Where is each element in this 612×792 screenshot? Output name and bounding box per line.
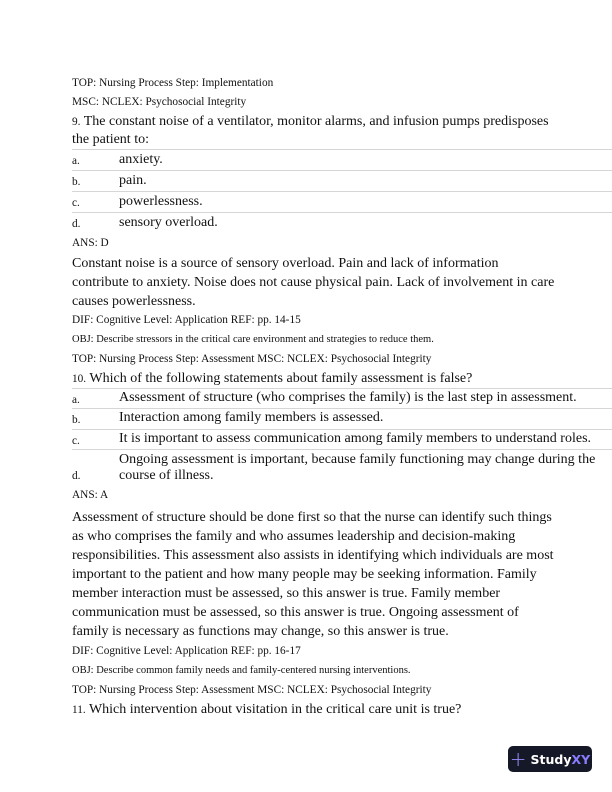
option-text: Interaction among family members is assessed.	[119, 410, 384, 425]
objective-line: OBJ: Describe common family needs and family-centered nursing interventions.	[72, 665, 411, 676]
question-11-stem	[72, 702, 461, 718]
rationale-line: member interaction must be assessed, so this answer is true. Family member	[72, 586, 501, 601]
question-text: Which of the following statements about family assessment is false?	[86, 371, 473, 386]
divider	[72, 170, 612, 171]
option-text: Ongoing assessment is important, because family functioning may change during the course of	[119, 452, 596, 483]
option-letter: a.	[72, 155, 80, 167]
option-text: anxiety.	[119, 152, 163, 167]
difficulty-line: DIF: Cognitive Level: Application REF: pp. 16-17	[72, 645, 301, 657]
divider	[72, 429, 612, 430]
rationale-line: contribute to anxiety. Noise does not cause physical pain. Lack of involvement in care	[72, 275, 555, 290]
answer-label: ANS: A	[72, 489, 109, 501]
option-letter: d.	[72, 218, 81, 230]
option-letter: d.	[72, 470, 81, 482]
question-9-stem	[72, 114, 549, 130]
question-number: 11.	[72, 704, 86, 716]
topic-line: TOP: Nursing Process Step: Assessment MSC: NCLEX: Psychosocial Integrity	[72, 353, 432, 365]
rationale-line: Assessment of structure should be done first so that the nurse can identify such things	[72, 510, 552, 525]
question-9-stem-cont: the patient to:	[72, 132, 149, 147]
option-letter: c.	[72, 197, 80, 209]
plus-icon: +	[509, 747, 527, 771]
rationale-line: responsibilities. This assessment also assists in identifying which individuals are most	[72, 548, 554, 563]
msc-line: MSC: NCLEX: Psychosocial Integrity	[72, 96, 247, 108]
option-letter: b.	[72, 176, 81, 188]
option-letter: b.	[72, 414, 81, 426]
question-10-stem	[72, 371, 472, 387]
divider	[72, 449, 612, 450]
option-text: pain.	[119, 173, 147, 188]
rationale-line: communication must be assessed, so this answer is true. Ongoing assessment of	[72, 605, 519, 620]
question-text: The constant noise of a ventilator, monitor alarms, and infusion pumps predisposes	[80, 114, 549, 129]
difficulty-line: DIF: Cognitive Level: Application REF: pp. 14-15	[72, 314, 301, 326]
divider	[72, 388, 612, 389]
option-text: It is important to assess communication among family members to understand roles.	[119, 431, 592, 446]
brand-logo: StudyXY	[530, 751, 591, 767]
option-text: sensory overload.	[119, 215, 218, 230]
rationale-line: family is necessary as functions may change, so this answer is true.	[72, 624, 449, 639]
topic-line: TOP: Nursing Process Step: Implementation	[72, 77, 274, 89]
question-number: 10.	[72, 373, 87, 385]
rationale-line: important to the patient and how many people may be seeking information. Family	[72, 567, 537, 582]
option-text-cont: illness.	[174, 468, 214, 483]
rationale-line: as who comprises the family and who assumes leadership and decision-making	[72, 529, 516, 544]
option-text-block	[119, 452, 607, 484]
option-text: powerlessness.	[119, 194, 203, 209]
answer-label: ANS: D	[72, 237, 109, 249]
option-text: Assessment of structure (who comprises the family) is the last step in assessment.	[119, 390, 577, 405]
question-text: Which intervention about visitation in the critical care unit is true?	[85, 702, 462, 717]
divider	[72, 191, 612, 192]
divider	[72, 212, 612, 213]
rationale-line: causes powerlessness.	[72, 294, 196, 309]
option-letter: c.	[72, 435, 80, 447]
rationale-line: Constant noise is a source of sensory overload. Pain and lack of information	[72, 256, 499, 271]
topic-line: TOP: Nursing Process Step: Assessment MSC: NCLEX: Psychosocial Integrity	[72, 684, 432, 696]
objective-line: OBJ: Describe stressors in the critical care environment and strategies to reduce them.	[72, 334, 434, 345]
divider	[72, 408, 612, 409]
question-number: 9.	[72, 116, 81, 128]
divider	[72, 149, 612, 150]
studyxy-badge[interactable]	[508, 746, 592, 772]
option-letter: a.	[72, 394, 80, 406]
